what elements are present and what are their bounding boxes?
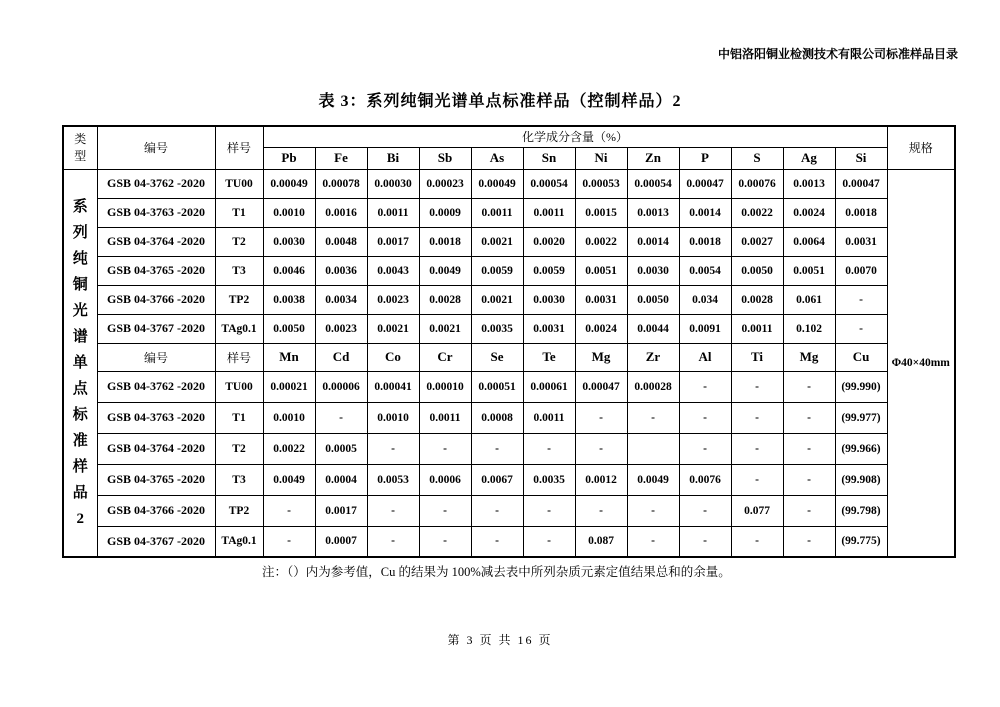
value-cell: - xyxy=(575,495,627,526)
value-cell: 0.0027 xyxy=(731,227,783,256)
value-cell: - xyxy=(367,495,419,526)
id-cell: GSB 04-3767 -2020 xyxy=(97,314,215,343)
value-cell: 0.087 xyxy=(575,526,627,557)
element-header: Zn xyxy=(627,147,679,169)
id-cell: GSB 04-3765 -2020 xyxy=(97,464,215,495)
value-cell: - xyxy=(835,314,887,343)
value-cell: (99.798) xyxy=(835,495,887,526)
value-cell: 0.0036 xyxy=(315,256,367,285)
value-cell: 0.0021 xyxy=(471,227,523,256)
value-cell: - xyxy=(679,495,731,526)
value-cell: 0.0030 xyxy=(263,227,315,256)
spec-value-cell: Φ40×40mm xyxy=(887,169,955,557)
value-cell: 0.102 xyxy=(783,314,835,343)
value-cell: - xyxy=(731,526,783,557)
element-header: Al xyxy=(679,343,731,371)
value-cell: (99.908) xyxy=(835,464,887,495)
value-cell: 0.0011 xyxy=(471,198,523,227)
value-cell: 0.0020 xyxy=(523,227,575,256)
value-cell: 0.00047 xyxy=(679,169,731,198)
element-header: Mg xyxy=(783,343,835,371)
value-cell: 0.0048 xyxy=(315,227,367,256)
value-cell: 0.0091 xyxy=(679,314,731,343)
value-cell: 0.00049 xyxy=(471,169,523,198)
sample-table xyxy=(62,125,956,558)
id-cell: GSB 04-3762 -2020 xyxy=(97,169,215,198)
value-cell: - xyxy=(783,402,835,433)
value-cell: 0.00023 xyxy=(419,169,471,198)
value-cell: - xyxy=(367,433,419,464)
type-header-cell xyxy=(63,126,97,169)
value-cell: 0.0031 xyxy=(835,227,887,256)
id-cell: GSB 04-3763 -2020 xyxy=(97,402,215,433)
value-cell: - xyxy=(419,495,471,526)
value-cell: - xyxy=(315,402,367,433)
value-cell: 0.0014 xyxy=(627,227,679,256)
value-cell: 0.0043 xyxy=(367,256,419,285)
value-cell: 0.0050 xyxy=(627,285,679,314)
value-cell: - xyxy=(627,402,679,433)
value-cell: 0.0030 xyxy=(523,285,575,314)
value-cell: 0.0023 xyxy=(315,314,367,343)
value-cell: 0.0049 xyxy=(627,464,679,495)
sample-cell: T3 xyxy=(215,464,263,495)
value-cell: 0.0038 xyxy=(263,285,315,314)
value-cell: 0.0051 xyxy=(575,256,627,285)
element-header: Mn xyxy=(263,343,315,371)
element-header: Zr xyxy=(627,343,679,371)
value-cell: 0.0049 xyxy=(419,256,471,285)
value-cell: - xyxy=(523,433,575,464)
value-cell: 0.0017 xyxy=(315,495,367,526)
value-cell: 0.0007 xyxy=(315,526,367,557)
value-cell: 0.0049 xyxy=(263,464,315,495)
element-header: Sb xyxy=(419,147,471,169)
value-cell: 0.0022 xyxy=(263,433,315,464)
sample-cell: T3 xyxy=(215,256,263,285)
element-header: Te xyxy=(523,343,575,371)
value-cell: - xyxy=(731,464,783,495)
value-cell: 0.0022 xyxy=(731,198,783,227)
sample-cell: TU00 xyxy=(215,371,263,402)
value-cell: 0.0018 xyxy=(679,227,731,256)
element-header: Se xyxy=(471,343,523,371)
value-cell: - xyxy=(679,402,731,433)
sample-cell: T1 xyxy=(215,402,263,433)
value-cell: 0.00054 xyxy=(627,169,679,198)
value-cell: - xyxy=(575,433,627,464)
value-cell: 0.0028 xyxy=(419,285,471,314)
value-cell: 0.0013 xyxy=(627,198,679,227)
element-header: Ni xyxy=(575,147,627,169)
id-cell: GSB 04-3767 -2020 xyxy=(97,526,215,557)
id-cell: GSB 04-3765 -2020 xyxy=(97,256,215,285)
value-cell: 0.0016 xyxy=(315,198,367,227)
value-cell: 0.0021 xyxy=(419,314,471,343)
table-row xyxy=(63,495,955,526)
element-header: Cr xyxy=(419,343,471,371)
value-cell: 0.034 xyxy=(679,285,731,314)
table-row xyxy=(63,314,955,343)
value-cell: 0.00076 xyxy=(731,169,783,198)
series-vertical-label: 系列纯铜光谱单点标准样品2 xyxy=(72,198,88,527)
sample-cell: T2 xyxy=(215,227,263,256)
element-header: Cd xyxy=(315,343,367,371)
table-row xyxy=(63,526,955,557)
value-cell: 0.0059 xyxy=(471,256,523,285)
element-header: Co xyxy=(367,343,419,371)
sample-cell: T2 xyxy=(215,433,263,464)
value-cell: 0.0005 xyxy=(315,433,367,464)
value-cell: - xyxy=(367,526,419,557)
value-cell: 0.0022 xyxy=(575,227,627,256)
value-cell: - xyxy=(679,526,731,557)
table-row xyxy=(63,371,955,402)
value-cell: - xyxy=(627,526,679,557)
value-cell: 0.00047 xyxy=(575,371,627,402)
value-cell: 0.0004 xyxy=(315,464,367,495)
value-cell: 0.0067 xyxy=(471,464,523,495)
value-cell: 0.00053 xyxy=(575,169,627,198)
chem-header-cell: 化学成分含量（%） xyxy=(263,126,887,147)
value-cell: 0.0017 xyxy=(367,227,419,256)
value-cell: - xyxy=(679,371,731,402)
value-cell: 0.0028 xyxy=(731,285,783,314)
table-row xyxy=(63,169,955,198)
header-row-elements-bottom xyxy=(63,343,955,371)
value-cell: (99.977) xyxy=(835,402,887,433)
type-cell xyxy=(63,169,97,557)
value-cell: - xyxy=(835,285,887,314)
value-cell: 0.0034 xyxy=(315,285,367,314)
value-cell: 0.0031 xyxy=(523,314,575,343)
value-cell: - xyxy=(419,433,471,464)
value-cell: - xyxy=(471,495,523,526)
id-header-cell: 编号 xyxy=(97,343,215,371)
table-row xyxy=(63,402,955,433)
value-cell: 0.0010 xyxy=(263,198,315,227)
value-cell: 0.0050 xyxy=(263,314,315,343)
value-cell: - xyxy=(263,495,315,526)
element-header: Bi xyxy=(367,147,419,169)
value-cell: 0.0030 xyxy=(627,256,679,285)
element-header: Si xyxy=(835,147,887,169)
value-cell: 0.0023 xyxy=(367,285,419,314)
value-cell: - xyxy=(471,433,523,464)
sample-cell: TAg0.1 xyxy=(215,526,263,557)
id-header-cell: 编号 xyxy=(97,126,215,169)
value-cell: (99.775) xyxy=(835,526,887,557)
value-cell: 0.0031 xyxy=(575,285,627,314)
sample-cell: T1 xyxy=(215,198,263,227)
value-cell xyxy=(627,433,679,464)
value-cell: - xyxy=(783,526,835,557)
footnote: 注：（）内为参考值，Cu 的结果为 100%减去表中所列杂质元素定值结果总和的余量。 xyxy=(262,565,731,579)
type-header-label: 类型 xyxy=(74,131,87,163)
value-cell: 0.0011 xyxy=(419,402,471,433)
value-cell: 0.0024 xyxy=(783,198,835,227)
value-cell: - xyxy=(783,464,835,495)
id-cell: GSB 04-3766 -2020 xyxy=(97,285,215,314)
id-cell: GSB 04-3764 -2020 xyxy=(97,227,215,256)
element-header: Mg xyxy=(575,343,627,371)
element-header: Cu xyxy=(835,343,887,371)
value-cell: 0.0051 xyxy=(783,256,835,285)
value-cell: - xyxy=(471,526,523,557)
sample-cell: TP2 xyxy=(215,285,263,314)
element-header: Pb xyxy=(263,147,315,169)
value-cell: 0.0021 xyxy=(367,314,419,343)
value-cell: 0.0011 xyxy=(367,198,419,227)
page-title: 表 3：系列纯铜光谱单点标准样品（控制样品）2 xyxy=(318,93,682,110)
value-cell: 0.0064 xyxy=(783,227,835,256)
table-row xyxy=(63,464,955,495)
id-cell: GSB 04-3764 -2020 xyxy=(97,433,215,464)
value-cell: 0.00054 xyxy=(523,169,575,198)
value-cell: 0.00061 xyxy=(523,371,575,402)
value-cell: 0.00028 xyxy=(627,371,679,402)
value-cell: - xyxy=(575,402,627,433)
value-cell: 0.00041 xyxy=(367,371,419,402)
header-row-1 xyxy=(63,126,955,147)
value-cell: 0.0011 xyxy=(731,314,783,343)
value-cell: 0.00047 xyxy=(835,169,887,198)
element-header: Fe xyxy=(315,147,367,169)
value-cell: 0.0011 xyxy=(523,402,575,433)
value-cell: 0.0035 xyxy=(523,464,575,495)
value-cell: 0.00030 xyxy=(367,169,419,198)
value-cell: 0.0008 xyxy=(471,402,523,433)
value-cell: 0.0054 xyxy=(679,256,731,285)
value-cell: 0.0013 xyxy=(783,169,835,198)
value-cell: 0.0009 xyxy=(419,198,471,227)
sample-cell: TP2 xyxy=(215,495,263,526)
element-header: Ti xyxy=(731,343,783,371)
value-cell: 0.00049 xyxy=(263,169,315,198)
value-cell: (99.966) xyxy=(835,433,887,464)
value-cell: 0.077 xyxy=(731,495,783,526)
sample-cell: TAg0.1 xyxy=(215,314,263,343)
page-number: 第 3 页 共 16 页 xyxy=(447,633,553,647)
spec-header-cell: 规格 xyxy=(887,126,955,169)
table-row xyxy=(63,433,955,464)
value-cell: 0.00078 xyxy=(315,169,367,198)
table-row xyxy=(63,256,955,285)
value-cell: 0.0012 xyxy=(575,464,627,495)
value-cell: - xyxy=(263,526,315,557)
element-header: P xyxy=(679,147,731,169)
value-cell: 0.0070 xyxy=(835,256,887,285)
id-cell: GSB 04-3763 -2020 xyxy=(97,198,215,227)
value-cell: 0.0018 xyxy=(835,198,887,227)
sample-header-cell: 样号 xyxy=(215,343,263,371)
element-header: Ag xyxy=(783,147,835,169)
value-cell: - xyxy=(731,433,783,464)
value-cell: 0.0044 xyxy=(627,314,679,343)
value-cell: 0.0018 xyxy=(419,227,471,256)
value-cell: 0.0046 xyxy=(263,256,315,285)
value-cell: 0.0021 xyxy=(471,285,523,314)
id-cell: GSB 04-3762 -2020 xyxy=(97,371,215,402)
value-cell: 0.00021 xyxy=(263,371,315,402)
id-cell: GSB 04-3766 -2020 xyxy=(97,495,215,526)
value-cell: - xyxy=(731,402,783,433)
value-cell: - xyxy=(783,433,835,464)
value-cell: 0.00051 xyxy=(471,371,523,402)
value-cell: 0.0006 xyxy=(419,464,471,495)
value-cell: 0.0010 xyxy=(263,402,315,433)
value-cell: (99.990) xyxy=(835,371,887,402)
value-cell: 0.0053 xyxy=(367,464,419,495)
value-cell: 0.0050 xyxy=(731,256,783,285)
value-cell: 0.0014 xyxy=(679,198,731,227)
value-cell: 0.0035 xyxy=(471,314,523,343)
table-row xyxy=(63,198,955,227)
sample-header-cell: 样号 xyxy=(215,126,263,169)
value-cell: 0.0059 xyxy=(523,256,575,285)
value-cell: 0.061 xyxy=(783,285,835,314)
value-cell: - xyxy=(627,495,679,526)
sample-cell: TU00 xyxy=(215,169,263,198)
value-cell: - xyxy=(679,433,731,464)
value-cell: 0.00010 xyxy=(419,371,471,402)
value-cell: 0.0015 xyxy=(575,198,627,227)
element-header: As xyxy=(471,147,523,169)
value-cell: - xyxy=(783,495,835,526)
value-cell: 0.00006 xyxy=(315,371,367,402)
value-cell: - xyxy=(783,371,835,402)
table-row xyxy=(63,227,955,256)
value-cell: - xyxy=(523,495,575,526)
element-header: Sn xyxy=(523,147,575,169)
value-cell: - xyxy=(731,371,783,402)
document-header: 中铝洛阳铜业检测技术有限公司标准样品目录 xyxy=(717,47,958,61)
value-cell: 0.0011 xyxy=(523,198,575,227)
value-cell: 0.0024 xyxy=(575,314,627,343)
value-cell: - xyxy=(523,526,575,557)
value-cell: 0.0076 xyxy=(679,464,731,495)
value-cell: 0.0010 xyxy=(367,402,419,433)
element-header: S xyxy=(731,147,783,169)
value-cell: - xyxy=(419,526,471,557)
table-row xyxy=(63,285,955,314)
